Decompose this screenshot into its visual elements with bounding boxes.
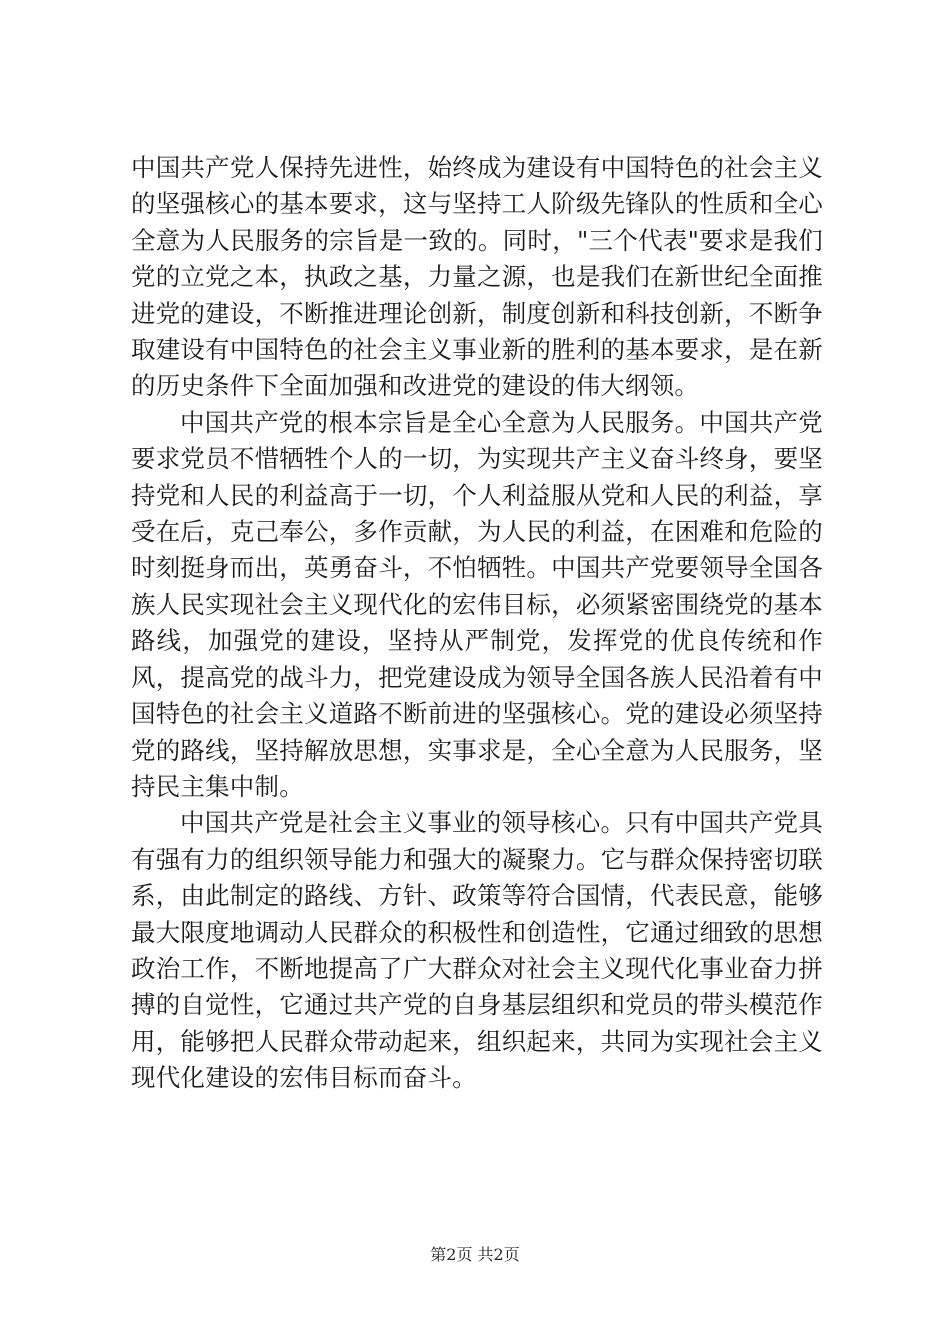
page-number: 第2页 bbox=[430, 1245, 473, 1264]
page-footer bbox=[0, 1244, 950, 1266]
paragraph-2: 中国共产党的根本宗旨是全心全意为人民服务。中国共产党要求党员不惜牺牲个人的一切，为实现共产主义奋斗终身，要坚持党和人民的利益高于一切，个人利益服从党和人民的利益，享受在后，克己奉公，多作贡献，为人民的利益，在困难和危险的时刻挺身而出，英勇奋斗，不怕牺牲。中国共产党要领导全国各族人民实现社会主义现代化的宏伟目标，必须紧密围绕党的基本路线，加强党的建设，坚持从严制党，发挥党的优良传统和作风，提高党的战斗力，把党建设成为领导全国各族人民沿着有中国特色的社会主义道路不断前进的坚强核心。党的建设必须坚持党的路线，坚持解放思想，实事求是，全心全意为人民服务，坚持民主集中制。 bbox=[131, 407, 823, 801]
document-body bbox=[131, 150, 823, 1097]
paragraph-1: 中国共产党人保持先进性，始终成为建设有中国特色的社会主义的坚强核心的基本要求，这与坚持工人阶级先锋队的性质和全心全意为人民服务的宗旨是一致的。同时，"三个代表"要求是我们党的立党之本，执政之基，力量之源，也是我们在新世纪全面推进党的建设，不断推进理论创新，制度创新和科技创新，不断争取建设有中国特色的社会主义事业新的胜利的基本要求，是在新的历史条件下全面加强和改进党的建设的伟大纲领。 bbox=[131, 153, 823, 401]
paragraph-3: 中国共产党是社会主义事业的领导核心。只有中国共产党具有强有力的组织领导能力和强大的凝聚力。它与群众保持密切联系，由此制定的路线、方针、政策等符合国情，代表民意，能够最大限度地调动人民群众的积极性和创造性，它通过细致的思想政治工作，不断地提高了广大群众对社会主义现代化事业奋力拼搏的自觉性，它通过共产党的自身基层组织和党员的带头模范作用，能够把人民群众带动起来，组织起来，共同为实现社会主义现代化建设的宏伟目标而奋斗。 bbox=[131, 808, 823, 1093]
page-total: 共2页 bbox=[477, 1245, 520, 1264]
